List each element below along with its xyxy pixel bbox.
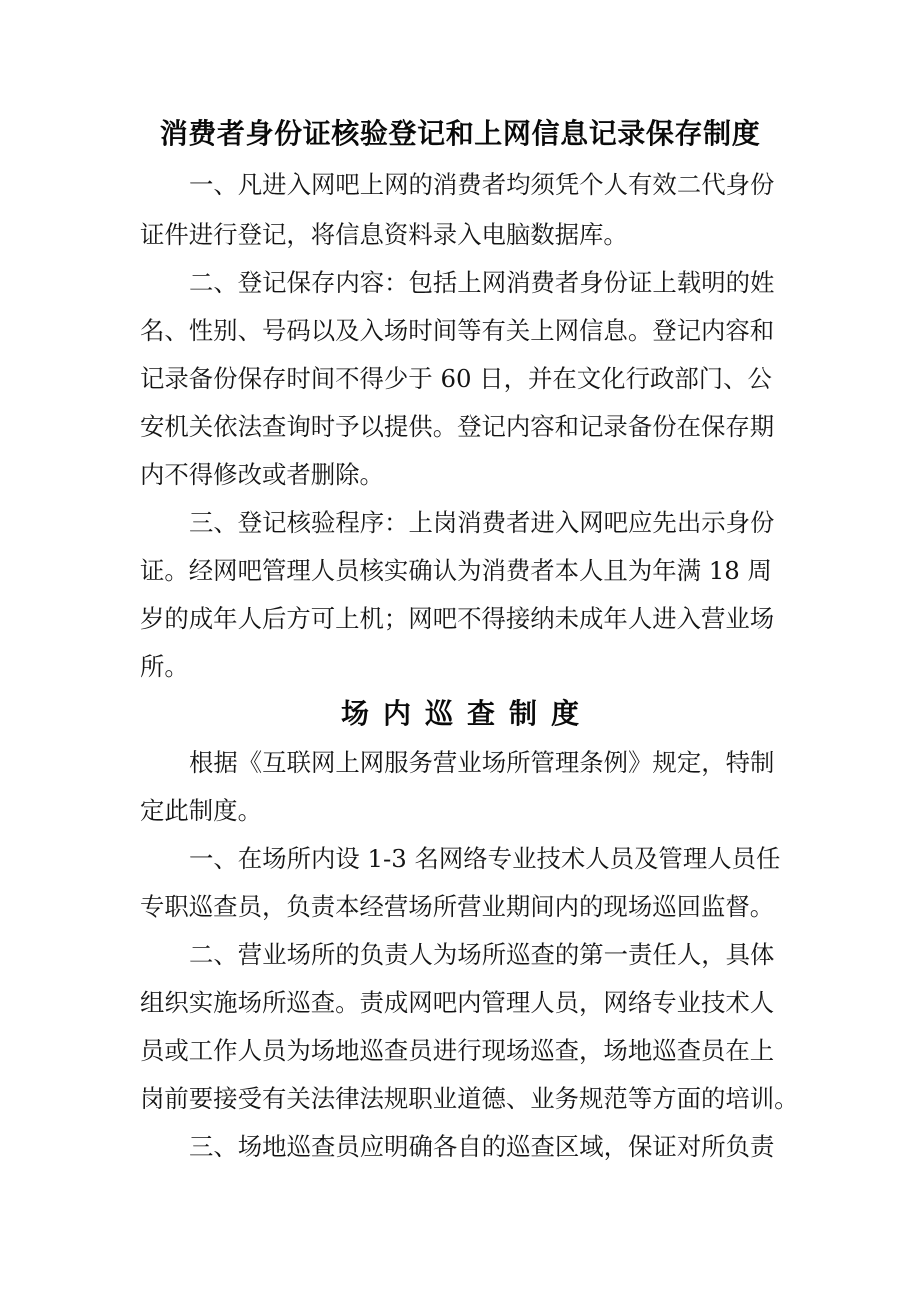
paragraph-line: 二、营业场所的负责人为场所巡查的第一责任人，具体 (189, 940, 775, 969)
paragraph-line: 名、性别、号码以及入场时间等有关上网信息。登记内容和 (140, 316, 775, 345)
paragraph-line: 安机关依法查询时予以提供。登记内容和记录备份在保存期 (140, 412, 775, 441)
paragraph-line: 定此制度。 (140, 796, 262, 825)
section-title: 场内巡查制度 (340, 697, 593, 730)
paragraph-line: 二、登记保存内容：包括上网消费者身份证上载明的姓 (189, 268, 775, 297)
paragraph-line: 岗前要接受有关法律法规职业道德、业务规范等方面的培训。 (140, 1084, 799, 1113)
paragraph-line: 内不得修改或者删除。 (140, 460, 384, 489)
paragraph-line: 三、登记核验程序：上岗消费者进入网吧应先出示身份 (189, 508, 775, 537)
paragraph-line: 所。 (140, 652, 189, 681)
paragraph-line: 记录备份保存时间不得少于 60 日，并在文化行政部门、公 (140, 364, 772, 393)
paragraph-line: 证件进行登记，将信息资料录入电脑数据库。 (140, 220, 628, 249)
paragraph-line: 一、凡进入网吧上网的消费者均须凭个人有效二代身份 (189, 170, 775, 199)
paragraph-line: 员或工作人员为场地巡查员进行现场巡查，场地巡查员在上 (140, 1036, 775, 1065)
paragraph-line: 根据《互联网上网服务营业场所管理条例》规定，特制 (189, 748, 775, 777)
paragraph-line: 专职巡查员，负责本经营场所营业期间内的现场巡回监督。 (140, 892, 775, 921)
paragraph-line: 组织实施场所巡查。责成网吧内管理人员，网络专业技术人 (140, 988, 775, 1017)
paragraph-line: 一、在场所内设 1-3 名网络专业技术人员及管理人员任 (189, 844, 781, 873)
paragraph-line: 三、场地巡查员应明确各自的巡查区域，保证对所负责 (189, 1132, 775, 1161)
document-title: 消费者身份证核验登记和上网信息记录保存制度 (159, 117, 761, 150)
paragraph-line: 岁的成年人后方可上机；网吧不得接纳未成年人进入营业场 (140, 604, 775, 633)
paragraph-line: 证。经网吧管理人员核实确认为消费者本人且为年满 18 周 (140, 556, 772, 585)
